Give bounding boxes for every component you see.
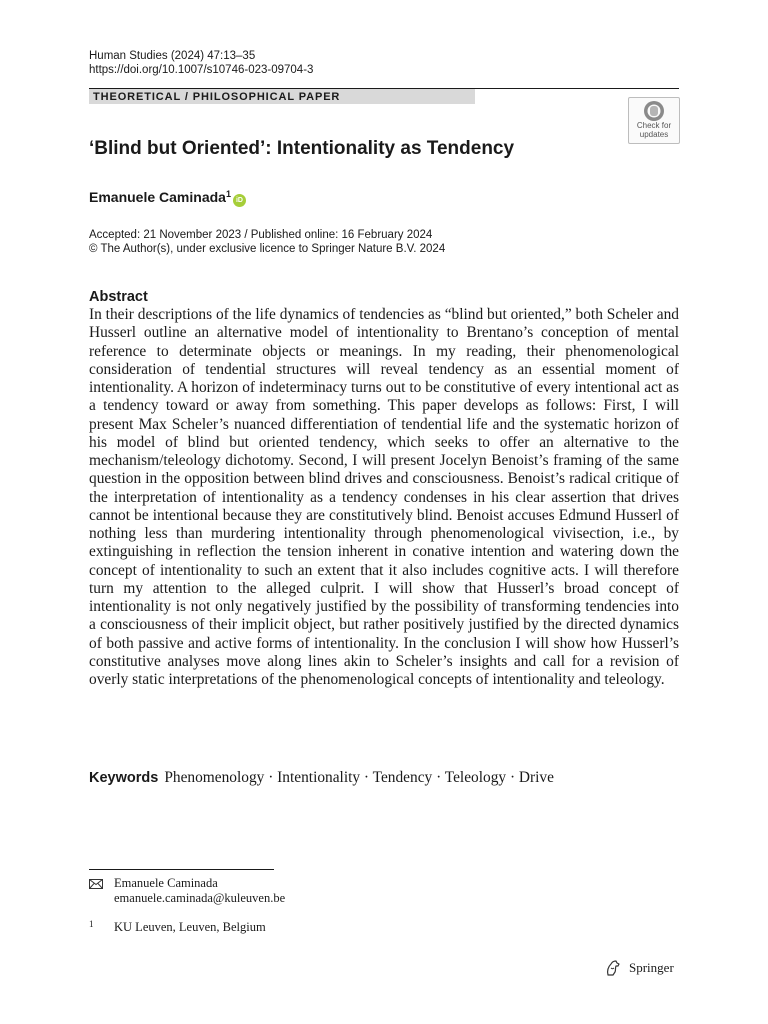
footnote-author-name: Emanuele Caminada [114, 876, 218, 890]
journal-citation: Human Studies (2024) 47:13–35 [89, 50, 256, 62]
check-updates-icon [641, 100, 667, 122]
footnote-rule [89, 869, 274, 870]
abstract-heading: Abstract [89, 289, 148, 305]
orcid-icon[interactable]: iD [233, 194, 246, 207]
keywords-label: Keywords [89, 770, 159, 786]
publisher-name: Springer [629, 960, 674, 975]
abstract-text: In their descriptions of the life dynamics of tendencies as “blind but oriented,” both Scheler and Husserl outline an alternative model of intentionality to Brentano’s conception of mental reference to determinate objects or meanings. In my reading, their phenomenological consideration of tendential structures will reveal tendency as an essential moment of intentionality. A horizon of indeterminacy turns out to be constitutive of every intentional act as a tendency toward or away from something. This paper develops as follows: First, I will present Max Scheler’s nuanced differentiation of tendential life and the systematic horizon of his model of blind but oriented tendency, which seeks to offer an alternative to the mechanism/teleology dichotomy. Second, I will present Jocelyn Benoist’s framing of the same question in the opposition between blind drives and consciousness. Benoist’s radical critique of the interpretation of intentionality as a tendency condenses in his clear assertion that drives cannot be intentional because they are constitutively blind. Benoist accuses Edmund Husserl of nothing less than murdering intentionality through phenomenological vivisection, i.e., by extinguishing in reflection the tension inherent in conative intention and watering down the concept of intentionality to such an extent that it also includes cognitive acts. I will therefore turn my attention to the alleged culprit. I will show that Husserl’s broad concept of intentionality is not only negatively justified by the possibility of transforming tendencies into a consciousness of their implicit object, but rather positively justified by the directed dynamics of both passive and active forms of intentionality. In the conclusion I will show how Husserl’s constitutive analyses move along lines akin to Scheler’s insights and call for a revision of overly static interpretations of the phenomenological concepts of intentionality and teleology. [89, 306, 679, 688]
author-affiliation-mark: 1 [225, 189, 231, 199]
check-for-updates-button[interactable] [628, 97, 680, 144]
keywords-list: Phenomenology · Intentionality · Tendency · Teleology · Drive [164, 769, 554, 786]
copyright-notice: © The Author(s), under exclusive licence to Springer Nature B.V. 2024 [89, 243, 446, 255]
affiliation-text: KU Leuven, Leuven, Belgium [114, 920, 266, 934]
affiliation-mark: 1 [89, 919, 94, 929]
author-email-link[interactable]: emanuele.caminada@kuleuven.be [114, 891, 286, 905]
article-category: THEORETICAL / PHILOSOPHICAL PAPER [93, 91, 341, 103]
keywords-line [89, 769, 689, 787]
envelope-icon [89, 879, 103, 889]
publication-dates: Accepted: 21 November 2023 / Published online: 16 February 2024 [89, 229, 433, 241]
author-name: Emanuele Caminada [89, 189, 226, 205]
article-title: ‘Blind but Oriented’: Intentionality as Tendency [89, 138, 515, 159]
check-updates-label: Check for updates [636, 121, 672, 139]
springer-logo [604, 958, 674, 978]
author-line [89, 185, 246, 207]
springer-horse-icon [604, 959, 622, 977]
doi-link[interactable]: https://doi.org/10.1007/s10746-023-09704-3 [89, 64, 314, 76]
